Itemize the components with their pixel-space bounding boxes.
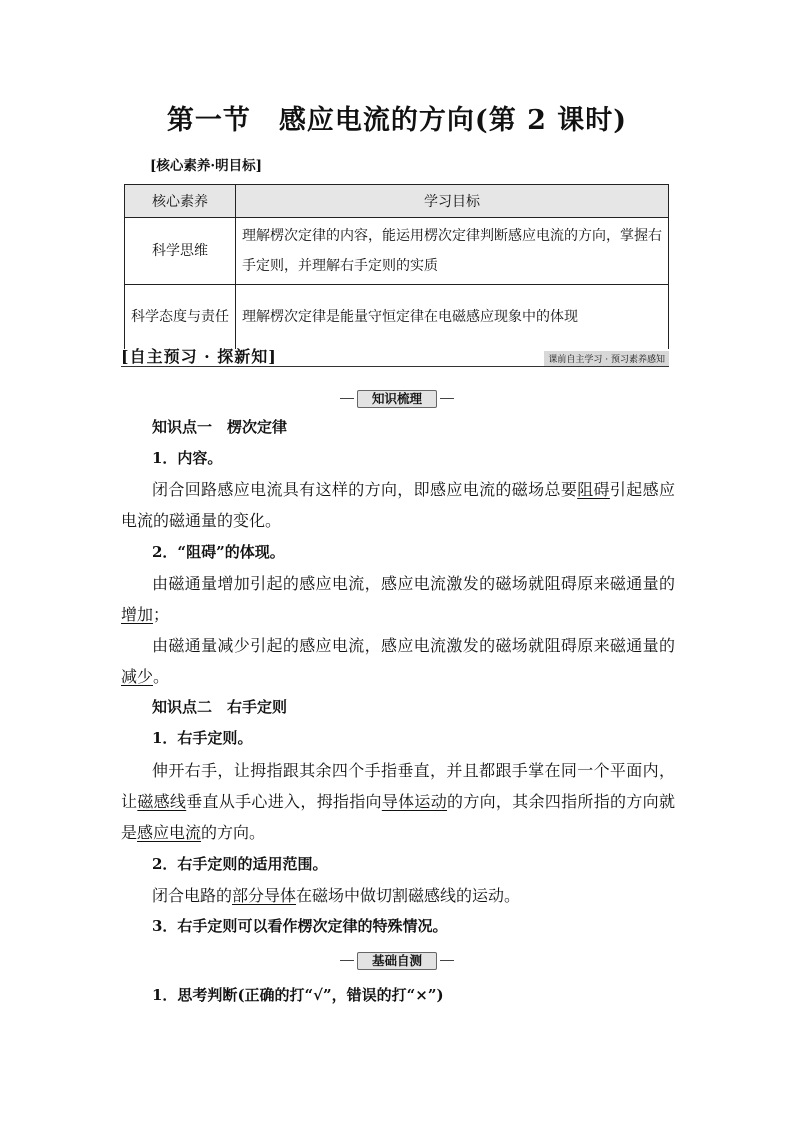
- section-title: [自主预习 · 探新知]: [121, 347, 277, 366]
- underlined-answer: 阻碍: [577, 480, 610, 499]
- core-literacy-tag: [核心素养·明目标]: [150, 158, 262, 174]
- underlined-answer: 部分导体: [232, 886, 297, 905]
- self-test-box-label: 基础自测: [357, 952, 437, 970]
- text-span: 的方向，其余四指所指的方向就是: [121, 792, 675, 842]
- table-header-core: 核心素养: [125, 185, 236, 218]
- table-cell-core: 科学思维: [125, 218, 236, 285]
- text-span: 垂直从手心进入，拇指指向: [186, 792, 382, 811]
- kp2-sub1: 1．右手定则。: [152, 729, 253, 747]
- kp1-sub2: 2．“阻碍”的体现。: [152, 543, 285, 561]
- section-subtitle: 课前自主学习 · 预习素养感知: [544, 351, 669, 366]
- text-span: 闭合回路感应电流具有这样的方向，即感应电流的磁场总要: [152, 480, 578, 499]
- kp1-increase: [121, 568, 675, 630]
- text-span: 。: [153, 667, 170, 686]
- question-1: 1．思考判断(正确的打“√”，错误的打“×”): [152, 986, 444, 1004]
- kp1-content: [121, 474, 675, 536]
- text-span: 由磁通量减少引起的感应电流，感应电流激发的磁场就阻碍原来磁通量的: [152, 636, 675, 655]
- text-span: 引起感应电流的磁通量的变化。: [121, 480, 675, 530]
- kp2-sub2: 2．右手定则的适用范围。: [152, 855, 328, 873]
- text-span: 的方向。: [201, 823, 266, 842]
- kp2-rule: [121, 755, 675, 848]
- underlined-answer: 感应电流: [137, 823, 202, 842]
- text-span: 在磁场中做切割磁感线的运动。: [296, 886, 521, 905]
- table-row: [125, 285, 669, 350]
- underlined-answer: 磁感线: [137, 792, 187, 811]
- table-header-goal: 学习目标: [236, 185, 669, 218]
- knowledge-box-header: [0, 388, 794, 408]
- table-row: [125, 218, 669, 285]
- kp1-heading: 知识点一 楞次定律: [152, 418, 288, 436]
- kp1-decrease: [121, 630, 675, 692]
- table-cell-goal: 理解楞次定律是能量守恒定律在电磁感应现象中的体现: [236, 285, 669, 350]
- text-span: 由磁通量增加引起的感应电流，感应电流激发的磁场就阻碍原来磁通量的: [152, 574, 675, 593]
- section-header: [121, 344, 669, 367]
- kp2-sub3: 3．右手定则可以看作楞次定律的特殊情况。: [152, 917, 448, 935]
- underlined-answer: 导体运动: [381, 792, 448, 811]
- kp2-scope: [121, 880, 675, 911]
- underlined-answer: 增加: [121, 605, 154, 624]
- self-test-box-header: [0, 950, 794, 970]
- table-header-row: [125, 185, 669, 218]
- knowledge-box-label: 知识梳理: [357, 390, 437, 408]
- table-cell-core: 科学态度与责任: [125, 285, 236, 350]
- text-span: ；: [153, 605, 170, 624]
- underlined-answer: 减少: [121, 667, 154, 686]
- text-span: 伸开右手，让拇指跟其余四个手指垂直，并且都跟手掌在同一个平面内，让: [121, 761, 675, 811]
- table-cell-goal: 理解楞次定律的内容，能运用楞次定律判断感应电流的方向，掌握右手定则，并理解右手定则的实质: [236, 218, 669, 285]
- kp2-heading: 知识点二 右手定则: [152, 698, 288, 716]
- text-span: 闭合电路的: [152, 886, 233, 905]
- page-title: 第一节 感应电流的方向(第 2 课时): [166, 105, 628, 136]
- goals-table: [124, 184, 669, 349]
- kp1-sub1: 1．内容。: [152, 449, 223, 467]
